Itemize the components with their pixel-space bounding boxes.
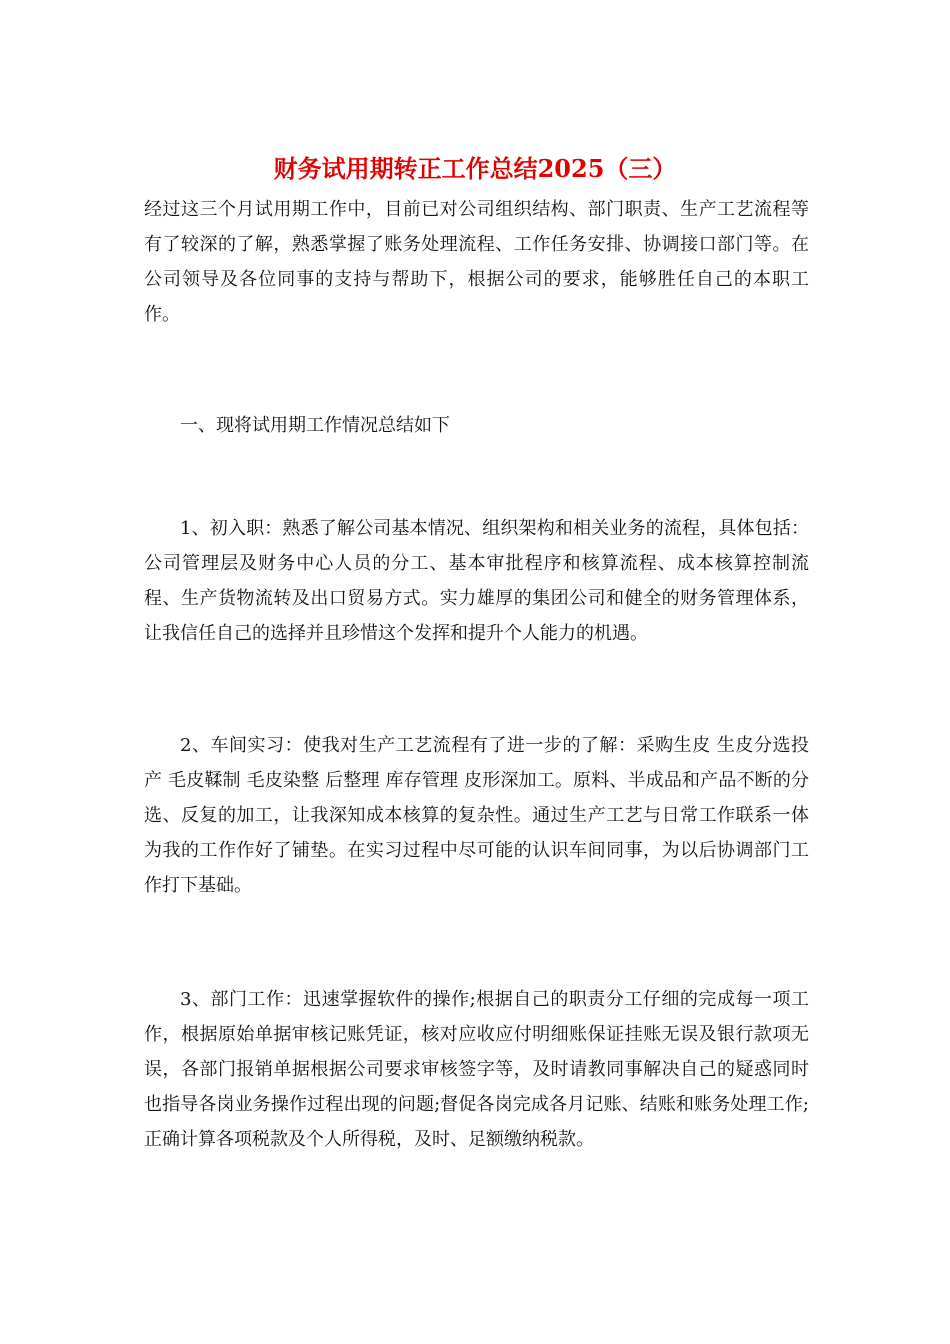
section-heading: 一、现将试用期工作情况总结如下 [180, 415, 450, 436]
document-title: 财务试用期转正工作总结2025（三） [273, 154, 677, 183]
paragraph-department: 3、部门工作：迅速掌握软件的操作;根据自己的职责分工仔细的完成每一项工作，根据原始单据审核记账凭证，核对应收应付明细账保证挂账无误及银行款项无误，各部门报销单据根据公司要求审核签字等，及时请教同事解决自己的疑惑同时也指导各岗业务操作过程出现的问题;督促各岗完成各月记账、结账和账务处理工作;正确计算各项税款及个人所得税，及时、足额缴纳税款。 [144, 989, 809, 1150]
paragraph-onboarding: 1、初入职：熟悉了解公司基本情况、组织架构和相关业务的流程，具体包括：公司管理层及财务中心人员的分工、基本审批程序和核算流程、成本核算控制流程、生产货物流转及出口贸易方式。实力雄厚的集团公司和健全的财务管理体系，让我信任自己的选择并且珍惜这个发挥和提升个人能力的机遇。 [144, 518, 809, 644]
intro-paragraph: 经过这三个月试用期工作中，目前已对公司组织结构、部门职责、生产工艺流程等有了较深的了解，熟悉掌握了账务处理流程、工作任务安排、协调接口部门等。在公司领导及各位同事的支持与帮助下，根据公司的要求，能够胜任自己的本职工作。 [144, 199, 809, 325]
paragraph-workshop: 2、车间实习：使我对生产工艺流程有了进一步的了解：采购生皮 生皮分选投产 毛皮鞣制 毛皮染整 后整理 库存管理 皮形深加工。原料、半成品和产品不断的分选、反复的加工，让我深知成本核算的复杂性。通过生产工艺与日常工作联系一体为我的工作作好了铺垫。在实习过程中尽可能的认识车间同事，为以后协调部门工作打下基础。 [144, 735, 809, 896]
